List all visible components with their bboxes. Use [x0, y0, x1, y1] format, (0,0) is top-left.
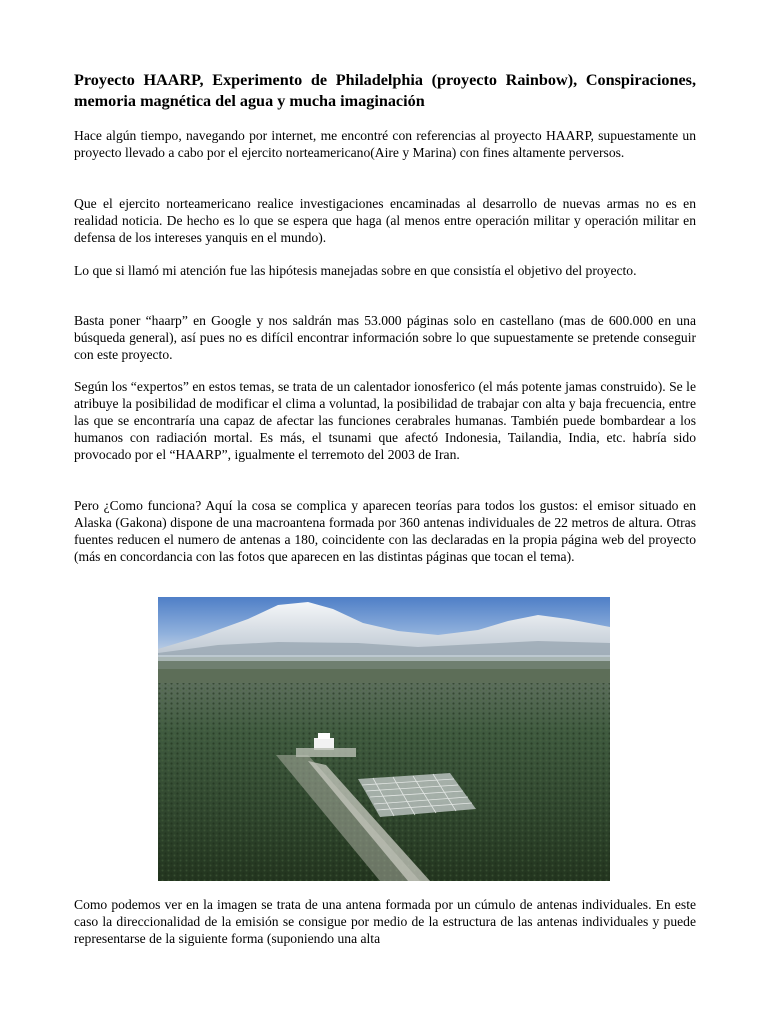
paragraph: Que el ejercito norteamericano realice investigaciones encaminadas al desarrollo de nuevas armas no es en realidad noticia. De hecho es lo que se espera que haga (al menos entre operación militar y operación militar en defensa de los intereses yanquis en el mundo). [74, 196, 696, 245]
paragraph: Según los “expertos” en estos temas, se trata de un calentador ionosferico (el más potente jamas construido). Se le atribuye la posibilidad de modificar el clima a voluntad, la posibilidad de trabajar con alta y baja frecuencia, entre las que se encontraría una capaz de afectar las funciones cerabrales humanas. También puede bombardear a los humanos con radiación mortal. Es más, el tsunami que afectó Indonesia, Tailandia, India, etc. habría sido provocado por el “HAARP”, igualmente el terremoto del 2003 de Iran. [74, 379, 696, 462]
aerial-photo [158, 597, 610, 881]
paragraph: Lo que si llamó mi atención fue las hipótesis manejadas sobre en que consistía el objetivo del proyecto. [74, 263, 637, 278]
paragraph: Hace algún tiempo, navegando por internet, me encontré con referencias al proyecto HAARP, supuestamente un proyecto llevado a cabo por el ejercito norteamericano(Aire y Marina) con fines altamente perversos. [74, 128, 696, 160]
document-title: Proyecto HAARP, Experimento de Philadelphia (proyecto Rainbow), Conspiraciones, memoria magnética del agua y mucha imaginación [74, 71, 696, 110]
paragraph: Como podemos ver en la imagen se trata de una antena formada por un cúmulo de antenas individuales. En este caso la direccionalidad de la emisión se consigue por medio de la estructura de las antenas individuales y puede representarse de la siguiente forma (suponiendo una alta [74, 897, 696, 946]
paragraph: Basta poner “haarp” en Google y nos saldrán mas 53.000 páginas solo en castellano (mas de 600.000 en una búsqueda general), así pues no es difícil encontrar información sobre lo que supuestamente se pretende conseguir con este proyecto. [74, 313, 696, 362]
paragraph: Pero ¿Como funciona? Aquí la cosa se complica y aparecen teorías para todos los gustos: el emisor situado en Alaska (Gakona) dispone de una macroantena formada por 360 antenas individuales de 22 metros de altura. Otras fuentes reducen el numero de antenas a 180, coincidente con las declaradas en la propia página web del proyecto (más en concordancia con las fotos que aparecen en las distintas páginas que tocan el tema). [74, 498, 696, 564]
